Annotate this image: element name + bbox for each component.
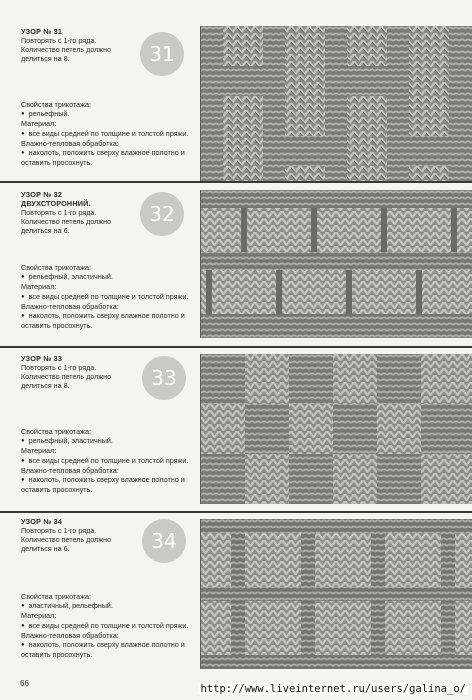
pattern-repeat: Повторять с 1-го ряда.	[21, 208, 97, 217]
treatment-label: Влажно-тепловая обработка:	[21, 465, 119, 475]
pattern-section-34	[0, 513, 472, 678]
knit-texture-33	[201, 354, 472, 504]
pattern-section-33	[0, 348, 472, 513]
properties-value: ● рельефный.	[21, 109, 191, 119]
material-value: ● все виды средней по толщине и толстой пряжи.	[21, 129, 191, 139]
treatment-value: ● наколоть, положить сверху влажное полотно и оставить просохнуть.	[21, 640, 191, 659]
pattern-stitch-count: Количество петель должно делиться на 8.	[21, 372, 112, 390]
treatment-value: ● наколоть, положить сверху влажное полотно и оставить просохнуть.	[21, 475, 191, 494]
knit-texture-34	[201, 519, 472, 669]
treatment-value: ● наколоть, положить сверху влажное полотно и оставить просохнуть.	[21, 311, 191, 330]
treatment-label: Влажно-тепловая обработка:	[21, 630, 119, 640]
pattern-properties	[21, 592, 191, 659]
properties-label: Свойства трикотажа:	[21, 100, 91, 109]
pattern-stitch-count: Количество петель должно делиться на 8.	[21, 45, 112, 63]
pattern-stitch-count: Количество петель должно делиться на 6.	[21, 535, 112, 553]
pattern-title: УЗОР № 34	[21, 517, 63, 526]
treatment-label: Влажно-тепловая обработка:	[21, 138, 119, 148]
pattern-properties	[21, 263, 191, 330]
pattern-title: УЗОР № 33	[21, 354, 63, 363]
pattern-repeat: Повторять с 1-го ряда.	[21, 36, 97, 45]
knit-texture-31	[201, 26, 472, 181]
pattern-repeat: Повторять с 1-го ряда.	[21, 363, 97, 372]
pattern-title: УЗОР № 32	[21, 190, 63, 199]
material-label: Материал:	[21, 119, 57, 129]
material-label: Материал:	[21, 282, 57, 292]
page-number: 66	[20, 679, 29, 688]
material-value: ● все виды средней по толщине и толстой пряжи.	[21, 621, 191, 631]
properties-value: ● эластичный, рельефный.	[21, 601, 191, 611]
watermark-url: http://www.liveinternet.ru/users/galina_o/	[200, 683, 466, 695]
properties-label: Свойства трикотажа:	[21, 592, 91, 601]
pattern-subtitle: ДВУХСТОРОННИЙ.	[21, 199, 91, 208]
treatment-label: Влажно-тепловая обработка:	[21, 301, 119, 311]
properties-label: Свойства трикотажа:	[21, 427, 91, 436]
pattern-properties	[21, 100, 191, 167]
knit-texture-32	[201, 190, 472, 338]
pattern-number-badge: 34	[142, 519, 186, 563]
knit-swatch-photo	[200, 519, 472, 669]
pattern-number-badge: 33	[142, 356, 186, 400]
properties-value: ● рельефный, эластичный.	[21, 272, 191, 282]
material-value: ● все виды средней по толщине и толстой пряжи.	[21, 292, 191, 302]
material-label: Материал:	[21, 611, 57, 621]
pattern-properties	[21, 427, 191, 494]
pattern-title: УЗОР № 31	[21, 27, 63, 36]
knit-swatch-photo	[200, 26, 472, 181]
properties-value: ● рельефный, эластичный.	[21, 436, 191, 446]
pattern-stitch-count: Количество петель должно делиться на 6.	[21, 217, 112, 235]
knit-swatch-photo	[200, 354, 472, 504]
pattern-repeat: Повторять с 1-го ряда.	[21, 526, 97, 535]
pattern-number-badge: 32	[140, 192, 184, 236]
properties-label: Свойства трикотажа:	[21, 263, 91, 272]
knit-swatch-photo	[200, 190, 472, 338]
pattern-number-badge: 31	[140, 32, 184, 76]
material-value: ● все виды средней по толщине и толстой пряжи.	[21, 456, 191, 466]
material-label: Материал:	[21, 446, 57, 456]
pattern-section-31	[0, 18, 472, 183]
treatment-value: ● наколоть, положить сверху влажное полотно и оставить просохнуть.	[21, 148, 191, 167]
pattern-section-32	[0, 183, 472, 348]
